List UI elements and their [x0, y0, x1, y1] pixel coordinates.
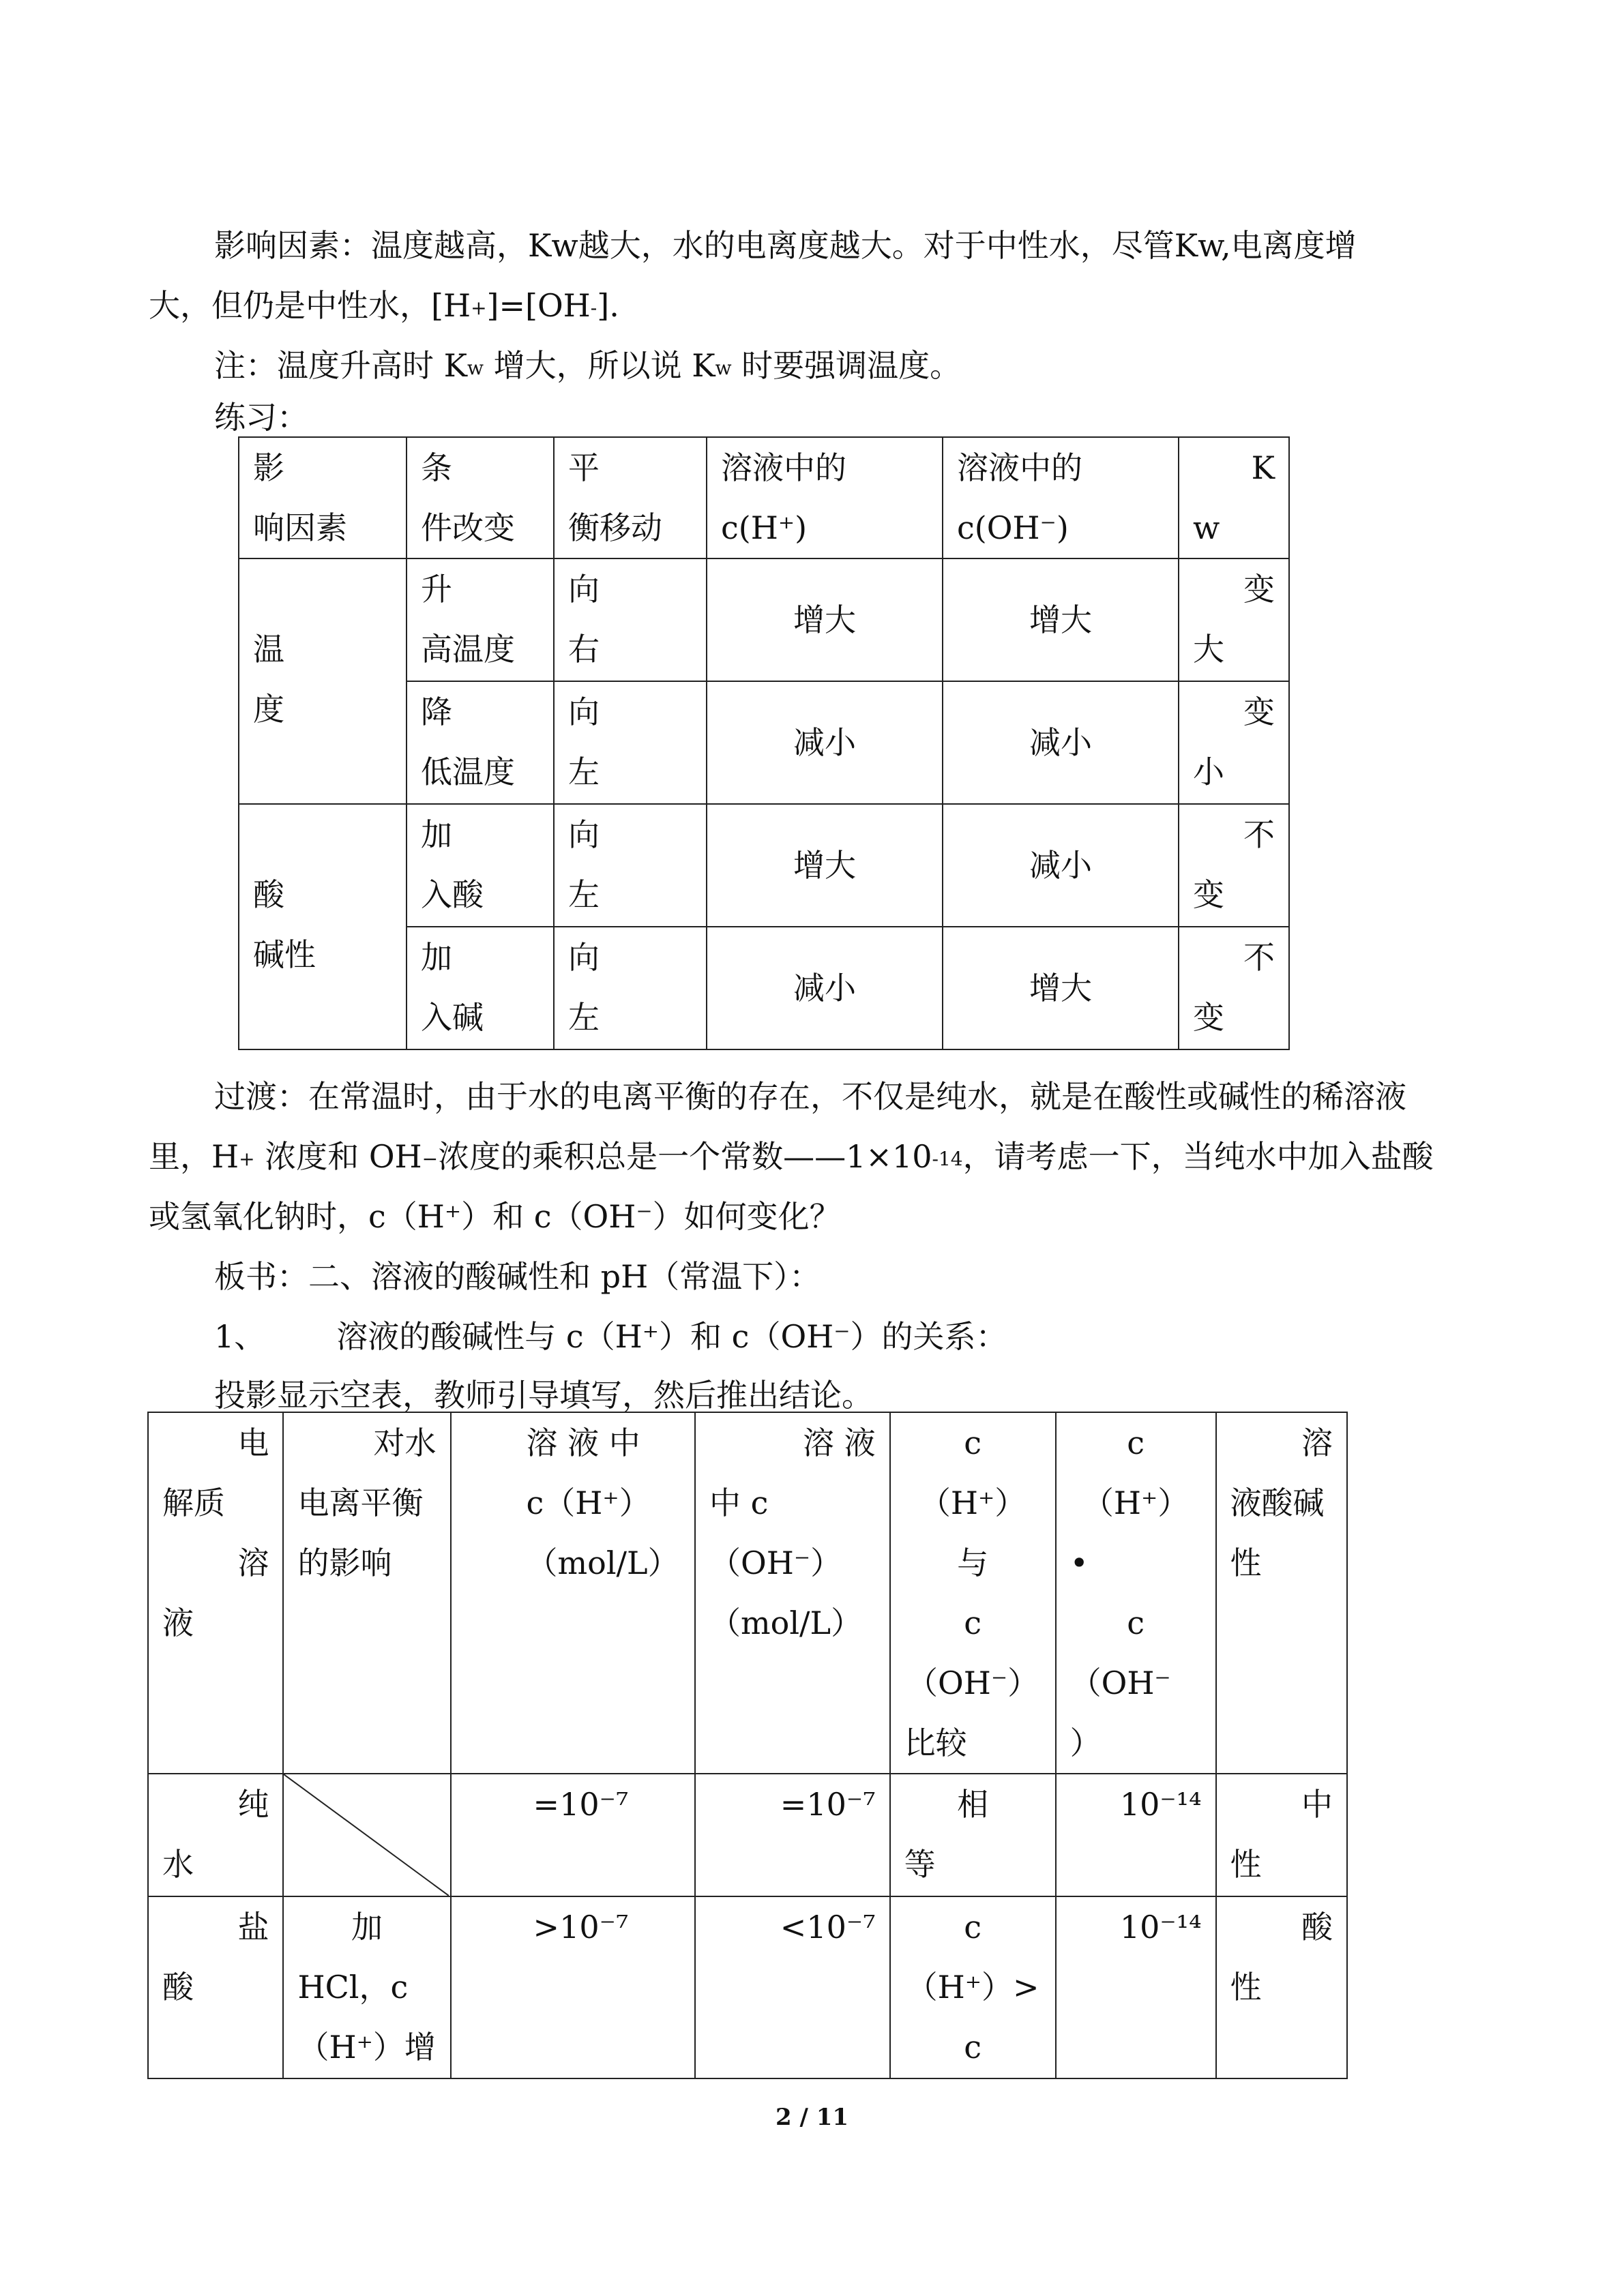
paragraph-practice: 练习：	[214, 399, 308, 436]
acidity-table	[147, 1412, 1348, 2079]
product-cell: 10⁻¹⁴	[1056, 1774, 1216, 1896]
factor-cell-temperature: 温 度	[239, 558, 407, 804]
nature-cell: 酸 性	[1216, 1896, 1347, 2078]
oh-conc-cell: <10⁻⁷	[695, 1896, 890, 2078]
paragraph-transition: 过渡：在常温时，由于水的电离平衡的存在，不仅是纯水，就是在酸性或碱性的稀溶液 里，H+ 浓度和 OH−浓度的乘积总是一个常数$——1\times 10^{-14}$，请考虑一下，当纯水中加入盐酸 或氢氧化钠时，c（H⁺）和 c（OH⁻）如何变化？	[149, 1078, 1434, 1235]
shift-cell: 向 左	[554, 681, 707, 804]
table-header-row	[239, 437, 1289, 558]
table-row	[239, 804, 1289, 927]
header-cell: 溶 液酸碱 性	[1216, 1412, 1347, 1774]
practice-table	[238, 436, 1290, 1050]
table-row	[148, 1896, 1347, 2078]
paragraph-board: 板书：二、溶液的酸碱性和 pH（常温下）：	[214, 1258, 821, 1295]
h-conc-cell: =10⁻⁷	[451, 1774, 695, 1896]
h-conc-cell: 增大	[707, 558, 943, 681]
header-cell: 影 响因素	[239, 437, 407, 558]
shift-cell: 向 左	[554, 927, 707, 1049]
header-cell: 条 件改变	[407, 437, 554, 558]
diagonal-line	[284, 1774, 449, 1896]
kw-cell: 变 大	[1179, 558, 1289, 681]
diagonal-empty-cell	[283, 1774, 450, 1896]
paragraph-relation: 1、 溶液的酸碱性与 c（H⁺）和 c（OH⁻）的关系：	[214, 1318, 1007, 1355]
h-conc-cell: 减小	[707, 927, 943, 1049]
header-cell: c （H⁺） • c （OH⁻ ）	[1056, 1412, 1216, 1774]
nature-cell: 中 性	[1216, 1774, 1347, 1896]
factor-cell-acidity: 酸 碱性	[239, 804, 407, 1049]
oh-conc-cell: =10⁻⁷	[695, 1774, 890, 1896]
header-cell: c （H⁺）与 c （OH⁻） 比较	[890, 1412, 1056, 1774]
solute-cell: 纯 水	[148, 1774, 283, 1896]
oh-conc-cell: 减小	[943, 681, 1179, 804]
condition-cell: 加 入碱	[407, 927, 554, 1049]
compare-cell: 相 等	[890, 1774, 1056, 1896]
table-row	[239, 558, 1289, 681]
condition-cell: 加 入酸	[407, 804, 554, 927]
shift-cell: 向 右	[554, 558, 707, 681]
condition-cell: 升 高温度	[407, 558, 554, 681]
kw-cell: 不 变	[1179, 927, 1289, 1049]
header-cell: 对水 电离平衡 的影响	[283, 1412, 450, 1774]
oh-conc-cell: 减小	[943, 804, 1179, 927]
header-cell: 电 解质 溶 液	[148, 1412, 283, 1774]
kw-cell: 变 小	[1179, 681, 1289, 804]
header-cell: 溶液中的 c(OH⁻)	[943, 437, 1179, 558]
kw-cell: 不 变	[1179, 804, 1289, 927]
h-conc-cell: >10⁻⁷	[451, 1896, 695, 2078]
h-conc-cell: 减小	[707, 681, 943, 804]
paragraph-influence: 影响因素：温度越高，Kw越大，水的电离度越大。对于中性水，尽管Kw,电离度增 大，但仍是中性水，[H+]=[OH-].	[149, 227, 1357, 324]
product-cell: 10⁻¹⁴	[1056, 1896, 1216, 2078]
page-number: 2 / 11	[775, 2104, 849, 2131]
table-header-row	[148, 1412, 1347, 1774]
header-cell: K w	[1179, 437, 1289, 558]
shift-cell: 向 左	[554, 804, 707, 927]
header-cell: 溶 液 中 c（H⁺） （mol/L）	[451, 1412, 695, 1774]
solute-cell: 盐 酸	[148, 1896, 283, 2078]
paragraph-projection: 投影显示空表，教师引导填写，然后推出结论。	[214, 1377, 873, 1414]
effect-cell: 加 HCl，c （H⁺）增	[283, 1896, 450, 2078]
compare-cell: c （H⁺）> c	[890, 1896, 1056, 2078]
h-conc-cell: 增大	[707, 804, 943, 927]
header-cell: 平 衡移动	[554, 437, 707, 558]
condition-cell: 降 低温度	[407, 681, 554, 804]
header-cell: 溶 液 中 c （OH⁻） （mol/L）	[695, 1412, 890, 1774]
oh-conc-cell: 增大	[943, 558, 1179, 681]
header-cell: 溶液中的 c(H⁺)	[707, 437, 943, 558]
paragraph-note: 注：温度升高时 $K_w$ 增大，所以说 $K_w$ 时要强调温度。	[214, 347, 962, 384]
table-row	[148, 1774, 1347, 1896]
oh-conc-cell: 增大	[943, 927, 1179, 1049]
